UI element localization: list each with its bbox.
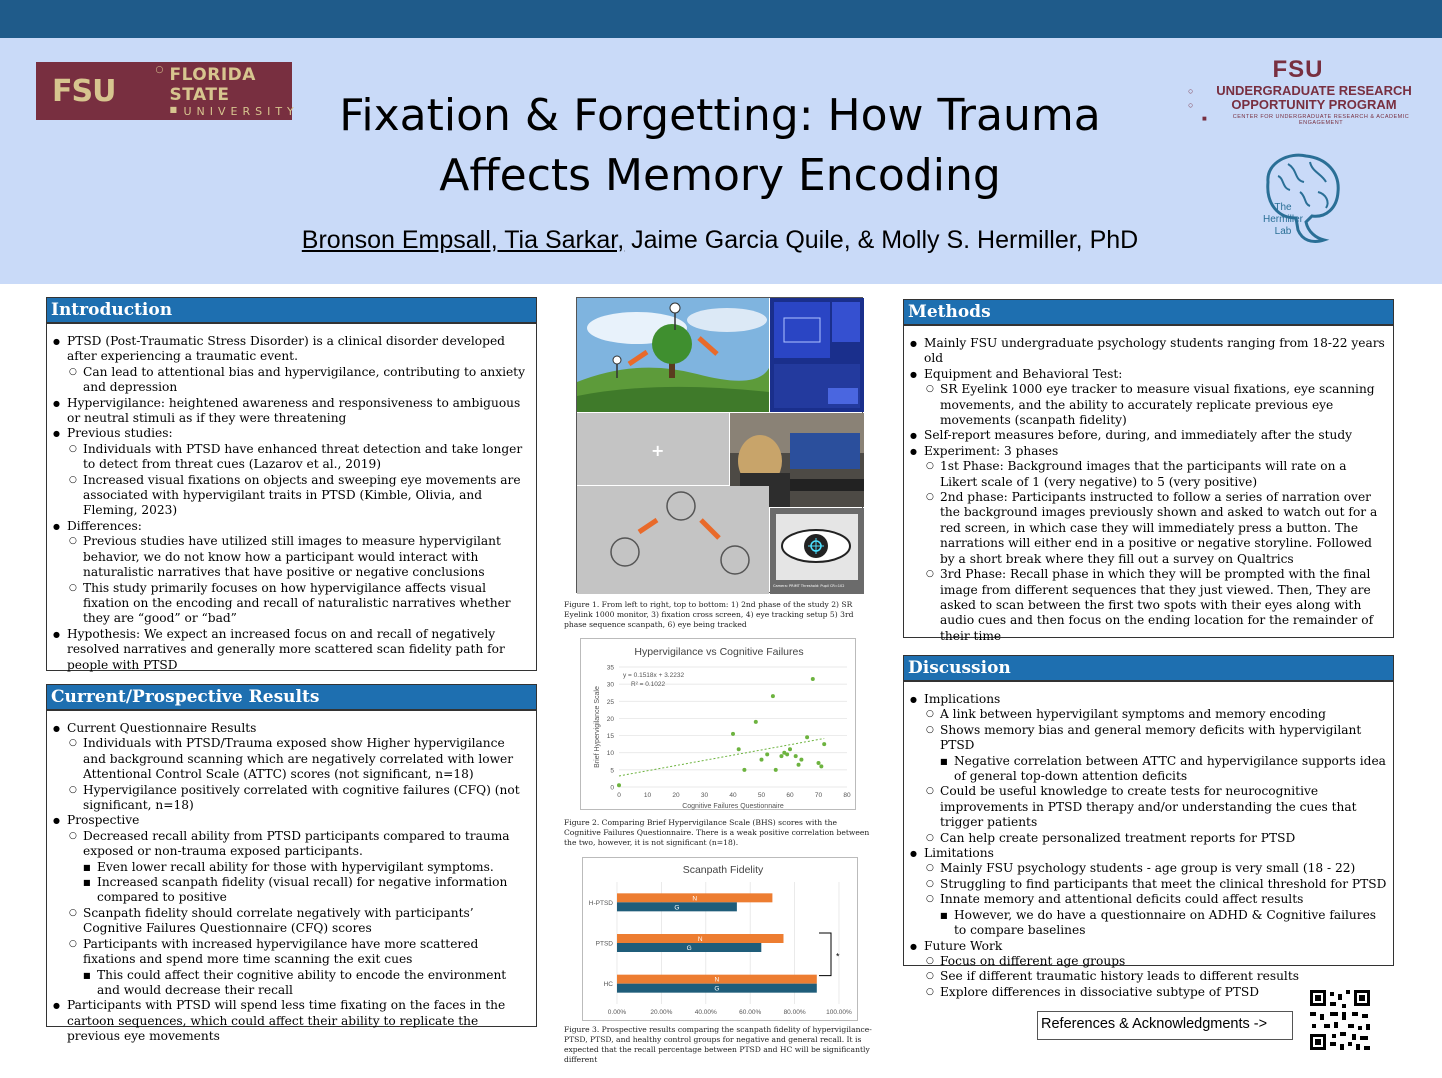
list-item: ○ See if different traumatic history leads to different results (908, 969, 1387, 984)
hermiller-lab-label (1252, 202, 1314, 238)
list-item: ● Hypothesis: We expect an increased focus on and recall of negatively resolved narratives and generally more scattered scan fidelity path for people with PTSD (51, 627, 530, 673)
poster-title (300, 86, 1140, 206)
bar-series-label: N (714, 976, 720, 984)
urop-fsu-mark: FSU (1272, 56, 1324, 83)
list-item: ○ Can lead to attentional bias and hypervigilance, contributing to anxiety and depression (51, 365, 530, 396)
bar-series-label: G (714, 985, 720, 993)
list-item: ● Limitations (908, 846, 1387, 861)
y-tick-label: 5 (610, 767, 614, 775)
list-item: ○ Previous studies have utilized still images to measure hypervigilant behavior, we do not know how a participant would interact with naturalistic narratives that have positive or negative conclusions (51, 534, 530, 580)
authors-rest: Jaime Garcia Quile, & Molly S. Hermiller, PhD (624, 226, 1139, 254)
x-tick-label: 40.00% (694, 1009, 717, 1016)
category-label: PTSD (595, 940, 613, 948)
introduction-heading: Introduction (47, 298, 536, 324)
list-item: ○ SR Eyelink 1000 eye tracker to measure visual fixations, eye scanning movements, and the ability to accurately replicate previous eye movements (scanpath fidelity) (908, 382, 1387, 428)
scatter-point (785, 752, 789, 756)
list-item: ● Experiment: 3 phases (908, 444, 1387, 459)
narrative-scene-image (577, 298, 769, 412)
scatter-point (797, 763, 801, 767)
list-item: ● Participants with PTSD will spend less time fixating on the faces in the cartoon sequences, which could affect their ability to replicate the previous eye movements (51, 998, 530, 1044)
x-tick-label: 60.00% (739, 1009, 762, 1016)
scatter-point (819, 764, 823, 768)
list-item: ○ This study primarily focuses on how hypervigilance affects visual fixation on the encoding and recall of naturalistic narratives whether they are “good” or “bad” (51, 581, 530, 627)
fsu-logo-name-line2: ■ UNIVERSITY (137, 105, 298, 118)
scanpath-sequence-image (577, 486, 769, 594)
scatter-point (731, 732, 735, 736)
scatter-point (794, 754, 798, 758)
y-tick-label: 20 (606, 715, 614, 723)
trendline-equation: y = 0.1518x + 3.2232 (623, 672, 685, 679)
x-tick-label: 50 (757, 792, 766, 799)
y-axis-label: Brief Hypervigilance Scale (594, 686, 601, 768)
list-item: ○ 2nd phase: Participants instructed to follow a series of narration over the background images previously shown and asked to watch out for a red screen, in which case they will immediately press a button. The narrations will either end in a positive or negative storyline. Followed by a short break where they fill out a survey on Qualtrics (908, 490, 1387, 567)
lab-label-line3: Lab (1274, 226, 1292, 237)
list-item: ○ Shows memory bias and general memory deficits with hypervigilant PTSD (908, 723, 1387, 754)
authors-underlined: Bronson Empsall, Tia Sarkar, (301, 226, 625, 254)
fsu-logo-mark: FSU (52, 73, 116, 109)
list-item: ○ Hypervigilance positively correlated with cognitive failures (CFQ) (not significant, n=18) (51, 783, 530, 814)
figure1-caption: Figure 1. From left to right, top to bottom: 1) 2nd phase of the study 2) SR Eyelink 1000 monitor, 3) fixation cross screen, 4) eye tracking setup 5) 3rd phase sequence scanpath, 6) eye being tracked (564, 600, 854, 629)
list-item: ○ Can help create personalized treatment reports for PTSD (908, 831, 1387, 846)
list-item: ■ This could affect their cognitive ability to encode the environment and would decrease their recall (51, 968, 530, 999)
list-item: ■ Even lower recall ability for those with hypervigilant symptoms. (51, 860, 530, 875)
significance-bracket (819, 933, 831, 976)
y-tick-label: 30 (606, 681, 614, 689)
x-tick-label: 70 (814, 792, 823, 799)
urop-line2: ○ OPPORTUNITY PROGRAM (1170, 98, 1426, 112)
scatter-point (742, 768, 746, 772)
chart-title: Scanpath Fidelity (682, 864, 764, 876)
list-item: ● Future Work (908, 939, 1387, 954)
scatter-point (799, 758, 803, 762)
list-item: ● Hypervigilance: heightened awareness and responsiveness to ambiguous or neutral stimuli as if they were threatening (51, 396, 530, 427)
y-tick-label: 25 (606, 698, 614, 706)
list-item: ■ Negative correlation between ATTC and hypervigilance supports idea of general top-down attention deficits (908, 754, 1387, 785)
scatter-chart (581, 639, 857, 811)
list-item: ■ Increased scanpath fidelity (visual recall) for negative information compared to positive (51, 875, 530, 906)
fsu-logo-name-line1: ○ FLORIDA STATE (137, 65, 298, 105)
x-tick-label: 0 (617, 792, 621, 799)
list-item: ○ Struggling to find participants that meet the clinical threshold for PTSD (908, 877, 1387, 892)
list-item: ○ Scanpath fidelity should correlate negatively with participants’ Cognitive Failures Questionnaire (CFQ) scores (51, 906, 530, 937)
urop-line1: ○ UNDERGRADUATE RESEARCH (1170, 84, 1426, 98)
figure2-caption: Figure 2. Comparing Brief Hypervigilance Scale (BHS) scores with the Cognitive Failures Questionnaire. There is a weak positive correlation between the two, however, it is not significant (n=18). (564, 818, 870, 847)
qr-code-icon (1308, 988, 1372, 1052)
list-item: ○ Decreased recall ability from PTSD participants compared to trauma exposed or non-trauma exposed participants. (51, 829, 530, 860)
scatter-point (774, 768, 778, 772)
list-item: ● Differences: (51, 519, 530, 534)
list-item: ● Prospective (51, 813, 530, 828)
list-item: ○ Could be useful knowledge to create tests for neurocognitive improvements in PTSD therapy and/or understanding the cues that trigger patients (908, 784, 1387, 830)
figure1-image-grid (576, 297, 863, 593)
x-tick-label: 80 (843, 792, 851, 799)
scatter-point (779, 754, 783, 758)
scatter-point (737, 747, 741, 751)
eye-tracker-readout: Camera: PRIMT Threshold: Pupil CR=102 (773, 584, 845, 588)
x-tick-label: 0.00% (607, 1009, 627, 1016)
bar-series-label: N (692, 895, 698, 903)
chart-title: Hypervigilance vs Cognitive Failures (634, 646, 804, 658)
fixation-cross-icon: + (651, 441, 665, 460)
eyelink-monitor-image (770, 298, 864, 412)
r-squared-label: R² = 0.1022 (631, 681, 666, 688)
bar-series-label: G (686, 945, 692, 952)
list-item: ○ Increased visual fixations on objects and sweeping eye movements are associated with hypervigilant traits in PTSD (Kimble, Olivia, and Fleming, 2023) (51, 473, 530, 519)
methods-heading: Methods (904, 300, 1393, 326)
results-list (47, 711, 536, 1045)
discussion-list (904, 682, 1393, 1000)
fixation-cross-screen (577, 413, 729, 485)
list-item: ● Mainly FSU undergraduate psychology students ranging from 18-22 years old (908, 336, 1387, 367)
bar-series-label: N (697, 936, 703, 943)
results-heading: Current/Prospective Results (47, 685, 536, 711)
significance-marker: * (836, 951, 840, 962)
x-tick-label: 20.00% (650, 1009, 673, 1016)
list-item: ● Previous studies: (51, 426, 530, 441)
scatter-point (788, 747, 792, 751)
poster-title-line1: Fixation & Forgetting: How Trauma (339, 90, 1101, 141)
list-item: ○ Mainly FSU psychology students - age group is very small (18 - 22) (908, 861, 1387, 876)
x-tick-label: 30 (700, 792, 709, 799)
category-label: HC (603, 981, 613, 989)
x-tick-label: 20 (672, 792, 680, 799)
methods-list (904, 326, 1393, 644)
scatter-point (811, 677, 815, 681)
methods-section (903, 299, 1394, 643)
list-item: ○ Explore differences in dissociative subtype of PTSD (908, 985, 1387, 1000)
scatter-point (771, 694, 775, 698)
scatter-point (822, 742, 826, 746)
x-tick-label: 40 (729, 792, 737, 799)
list-item: ■ However, we do have a questionnaire on ADHD & Cognitive failures to compare baselines (908, 908, 1387, 939)
y-tick-label: 10 (606, 750, 614, 758)
x-tick-label: 100.00% (826, 1009, 852, 1016)
results-section (46, 684, 537, 1044)
discussion-heading: Discussion (904, 656, 1393, 682)
y-tick-label: 15 (606, 733, 614, 741)
list-item: ○ 3rd Phase: Recall phase in which they will be prompted with the final image from different sequences that they just viewed. Then, They are asked to scan between the first two spots with their eyes along with audio cues and then focus on the ending location for the remainder of their time (908, 567, 1387, 644)
list-item: ● Implications (908, 692, 1387, 707)
fsu-logo-name (137, 65, 298, 118)
scatter-point (817, 761, 821, 765)
x-tick-label: 60 (786, 792, 794, 799)
scatter-point (805, 735, 809, 739)
list-item: ○ 1st Phase: Background images that the participants will rate on a Likert scale of 1 (very negative) to 5 (very positive) (908, 459, 1387, 490)
list-item: ○ A link between hypervigilant symptoms and memory encoding (908, 707, 1387, 722)
tracked-eye-image (770, 508, 864, 594)
scatter-point (760, 758, 764, 762)
references-link[interactable]: References & Acknowledgments -> (1037, 1011, 1293, 1040)
scatter-point (765, 752, 769, 756)
figure3-caption: Figure 3. Prospective results comparing the scanpath fidelity of hypervigilance-PTSD, PTSD, and healthy control groups for negative and general recall. It is expected that the recall percentage between PTSD and HC will be significantly different (564, 1025, 872, 1064)
scatter-point (617, 783, 621, 787)
bar-series-label: G (674, 904, 680, 912)
bar-chart (583, 858, 859, 1022)
introduction-list (47, 324, 536, 673)
list-item: ○ Participants with increased hypervigilance have more scattered fixations and spend more time scanning the exit cues (51, 937, 530, 968)
y-tick-label: 0 (610, 784, 614, 792)
list-item: ○ Innate memory and attentional deficits could affect results (908, 892, 1387, 907)
list-item: ● Equipment and Behavioral Test: (908, 367, 1387, 382)
top-bar (0, 0, 1442, 38)
trendline (619, 738, 824, 775)
poster-title-line2: Affects Memory Encoding (439, 150, 1001, 201)
lab-label-line2: Hermiller (1263, 214, 1303, 225)
scatter-point (754, 720, 758, 724)
lab-label-line1: The (1274, 202, 1292, 213)
bar-chart-panel (582, 857, 858, 1021)
list-item: ○ Individuals with PTSD have enhanced threat detection and take longer to detect from threat cues (Lazarov et al., 2019) (51, 442, 530, 473)
discussion-section (903, 655, 1394, 999)
list-item: ● Self-report measures before, during, and immediately after the study (908, 428, 1387, 443)
introduction-section (46, 297, 537, 671)
x-tick-label: 80.00% (783, 1009, 806, 1016)
poster-authors (200, 226, 1240, 255)
fsu-logo (36, 62, 299, 120)
list-item: ○ Individuals with PTSD/Trauma exposed show Higher hypervigilance and background scanning which are negatively correlated with lower Attentional Control Scale (ATTC) scores (not significant, n=18) (51, 736, 530, 782)
list-item: ● PTSD (Post-Traumatic Stress Disorder) is a clinical disorder developed after experiencing a traumatic event. (51, 334, 530, 365)
scatter-chart-panel (580, 638, 856, 810)
list-item: ● Current Questionnaire Results (51, 721, 530, 736)
x-axis-label: Cognitive Failures Questionnaire (682, 803, 784, 810)
list-item: ○ Focus on different age groups (908, 954, 1387, 969)
x-tick-label: 10 (643, 792, 652, 799)
urop-line3: ■ CENTER FOR UNDERGRADUATE RESEARCH & ACADEMIC ENGAGEMENT (1170, 114, 1426, 126)
urop-logo (1170, 56, 1426, 126)
category-label: H-PTSD (588, 899, 613, 907)
y-tick-label: 35 (606, 664, 614, 672)
